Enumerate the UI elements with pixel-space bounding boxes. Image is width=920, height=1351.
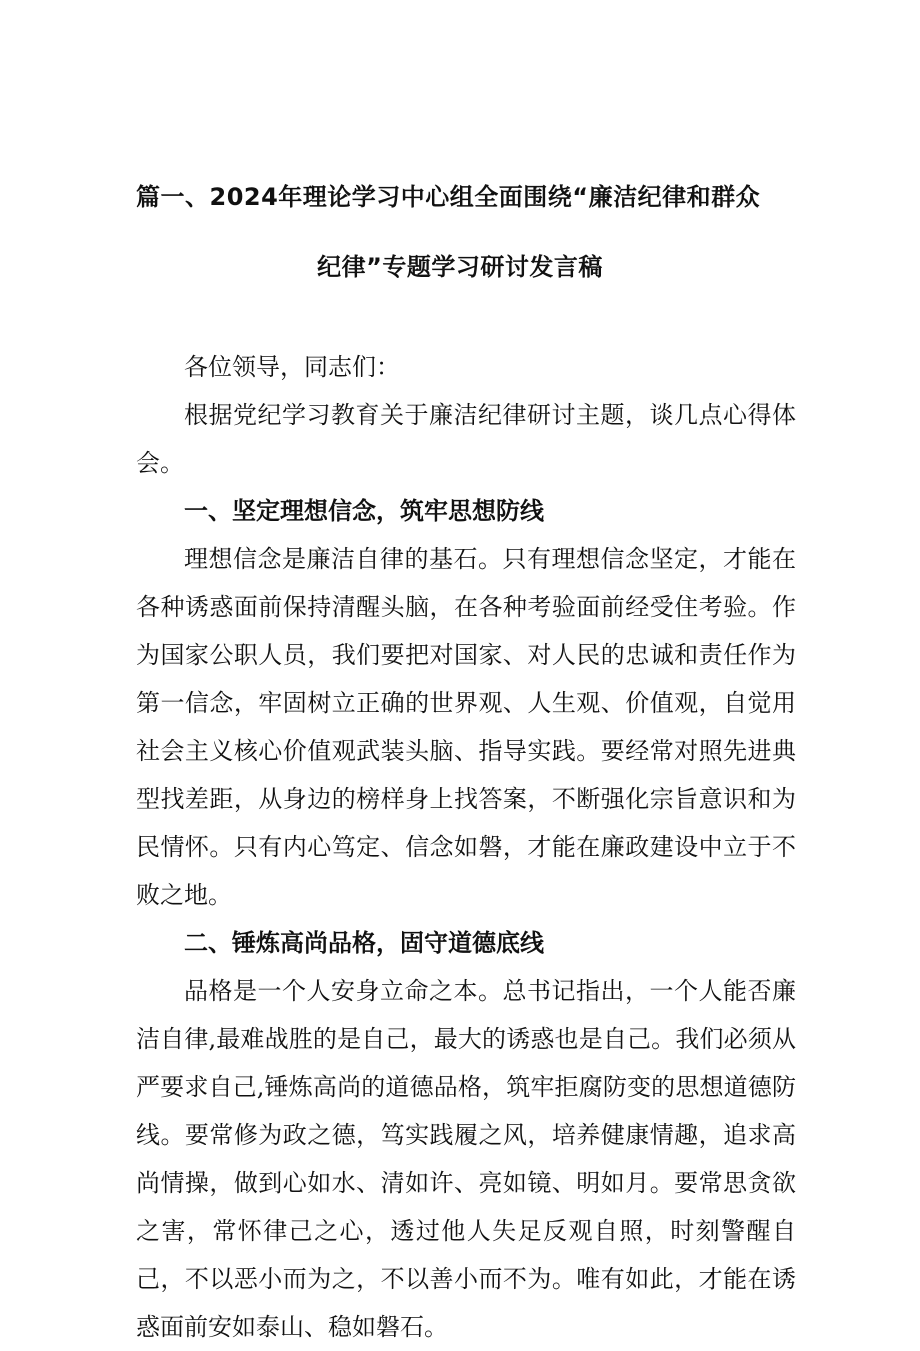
document-title-line-2: 纪律”专题学习研讨发言稿 (317, 253, 603, 281)
section-paragraph-2: 品格是一个人安身立命之本。总书记指出，一个人能否廉洁自律,最难战胜的是自己，最大的诱惑也是自己。我们必须从严要求自己,锤炼高尚的道德品格，筑牢拒腐防变的思想道德防线。要常修为政之德，笃实践履之风，培养健康情趣，追求高尚情操，做到心如水、清如许、亮如镜、明如月。要常思贪欲之害，常怀律己之心，透过他人失足反观自照，时刻警醒自己，不以恶小而为之，不以善小而不为。唯有如此，才能在诱惑面前安如泰山、稳如磐石。 (136, 977, 796, 1341)
section-paragraph-1: 理想信念是廉洁自律的基石。只有理想信念坚定，才能在各种诱惑面前保持清醒头脑，在各种考验面前经受住考验。作为国家公职人员，我们要把对国家、对人民的忠诚和责任作为第一信念，牢固树立正确的世界观、人生观、价值观，自觉用社会主义核心价值观武装头脑、指导实践。要经常对照先进典型找差距，从身边的榜样身上找答案，不断强化宗旨意识和为民情怀。只有内心笃定、信念如磐，才能在廉政建设中立于不败之地。 (136, 545, 796, 909)
document-title-line-1: 篇一、2024年理论学习中心组全面围绕“廉洁纪律和群众 (136, 183, 761, 211)
salutation: 各位领导，同志们： (184, 353, 400, 381)
document-body (136, 343, 796, 1351)
section-heading-2: 二、锤炼高尚品格，固守道德底线 (184, 929, 544, 957)
intro-paragraph: 根据党纪学习教育关于廉洁纪律研讨主题，谈几点心得体会。 (136, 401, 796, 477)
section-heading-1: 一、坚定理想信念，筑牢思想防线 (184, 497, 544, 525)
